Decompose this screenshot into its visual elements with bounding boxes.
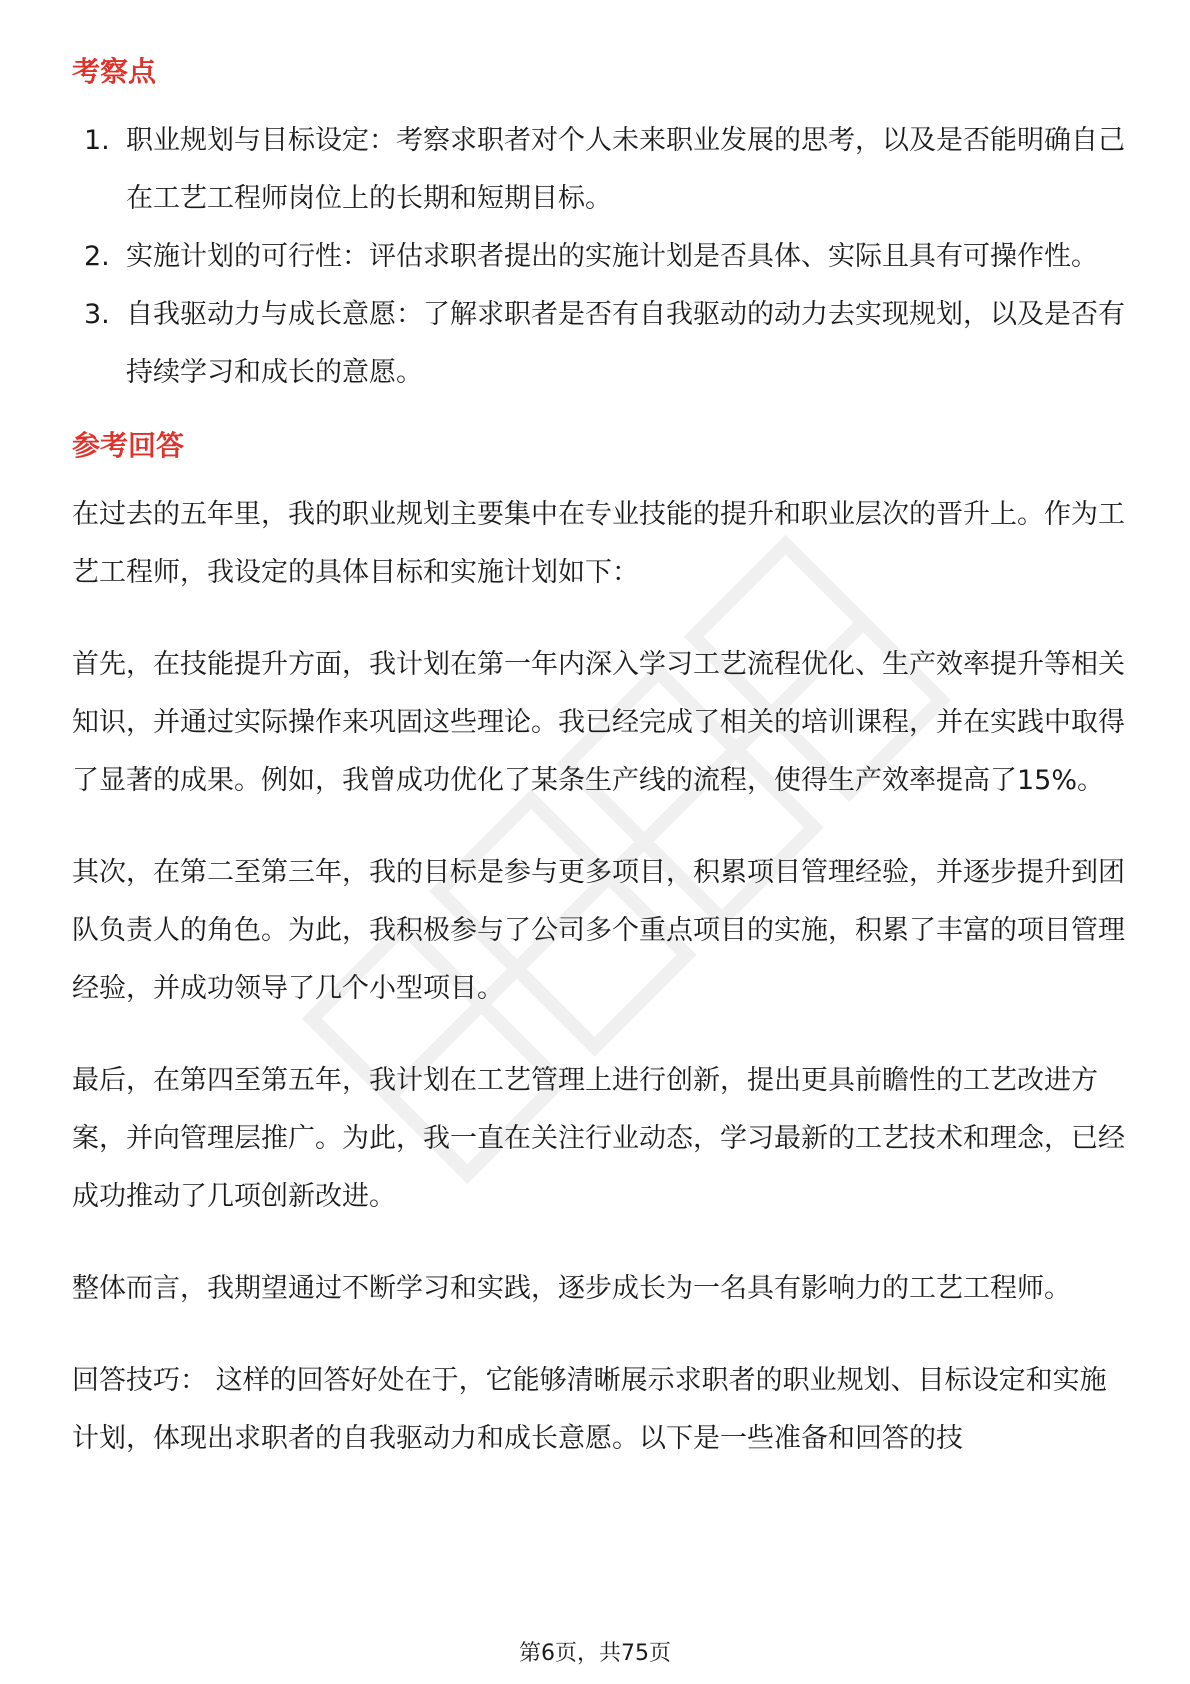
paragraph: 最后，在第四至第五年，我计划在工艺管理上进行创新，提出更具前瞻性的工艺改进方案，并向管理层推广。为此，我一直在关注行业动态，学习最新的工艺技术和理念，已经成功推动了几项创新改进。 <box>72 1065 1125 1212</box>
paragraph: 在过去的五年里，我的职业规划主要集中在专业技能的提升和职业层次的晋升上。作为工艺工程师，我设定的具体目标和实施计划如下： <box>72 499 1125 588</box>
page-footer: 第6页，共75页 <box>519 1641 671 1666</box>
exam-points-heading: 考察点 <box>72 55 157 88</box>
exam-points-list <box>72 112 1132 402</box>
list-item-number: 1. <box>84 125 110 156</box>
list-item-text: 实施计划的可行性：评估求职者提出的实施计划是否具体、实际且具有可操作性。 <box>126 241 1098 272</box>
paragraph: 其次，在第二至第三年，我的目标是参与更多项目，积累项目管理经验，并逐步提升到团队负责人的角色。为此，我积极参与了公司多个重点项目的实施，积累了丰富的项目管理经验，并成功领导了几个小型项目。 <box>72 857 1125 1004</box>
paragraph: 首先，在技能提升方面，我计划在第一年内深入学习工艺流程优化、生产效率提升等相关知识，并通过实际操作来巩固这些理论。我已经完成了相关的培训课程，并在实践中取得了显著的成果。例如，我曾成功优化了某条生产线的流程，使得生产效率提高了15%。 <box>72 649 1125 796</box>
list-item-number: 3. <box>84 299 110 330</box>
document-content <box>72 44 1132 1502</box>
list-item <box>72 286 1132 402</box>
reference-answer-heading: 参考回答 <box>72 429 185 462</box>
list-item-text: 自我驱动力与成长意愿：了解求职者是否有自我驱动的动力去实现规划，以及是否有持续学习和成长的意愿。 <box>126 299 1125 388</box>
paragraph: 回答技巧： 这样的回答好处在于，它能够清晰展示求职者的职业规划、目标设定和实施计划，体现出求职者的自我驱动力和成长意愿。以下是一些准备和回答的技 <box>72 1365 1107 1454</box>
list-item <box>72 112 1132 228</box>
list-item <box>72 228 1132 286</box>
paragraph: 整体而言，我期望通过不断学习和实践，逐步成长为一名具有影响力的工艺工程师。 <box>72 1273 1071 1304</box>
list-item-number: 2. <box>84 241 110 272</box>
list-item-text: 职业规划与目标设定：考察求职者对个人未来职业发展的思考，以及是否能明确自己在工艺工程师岗位上的长期和短期目标。 <box>126 125 1125 214</box>
